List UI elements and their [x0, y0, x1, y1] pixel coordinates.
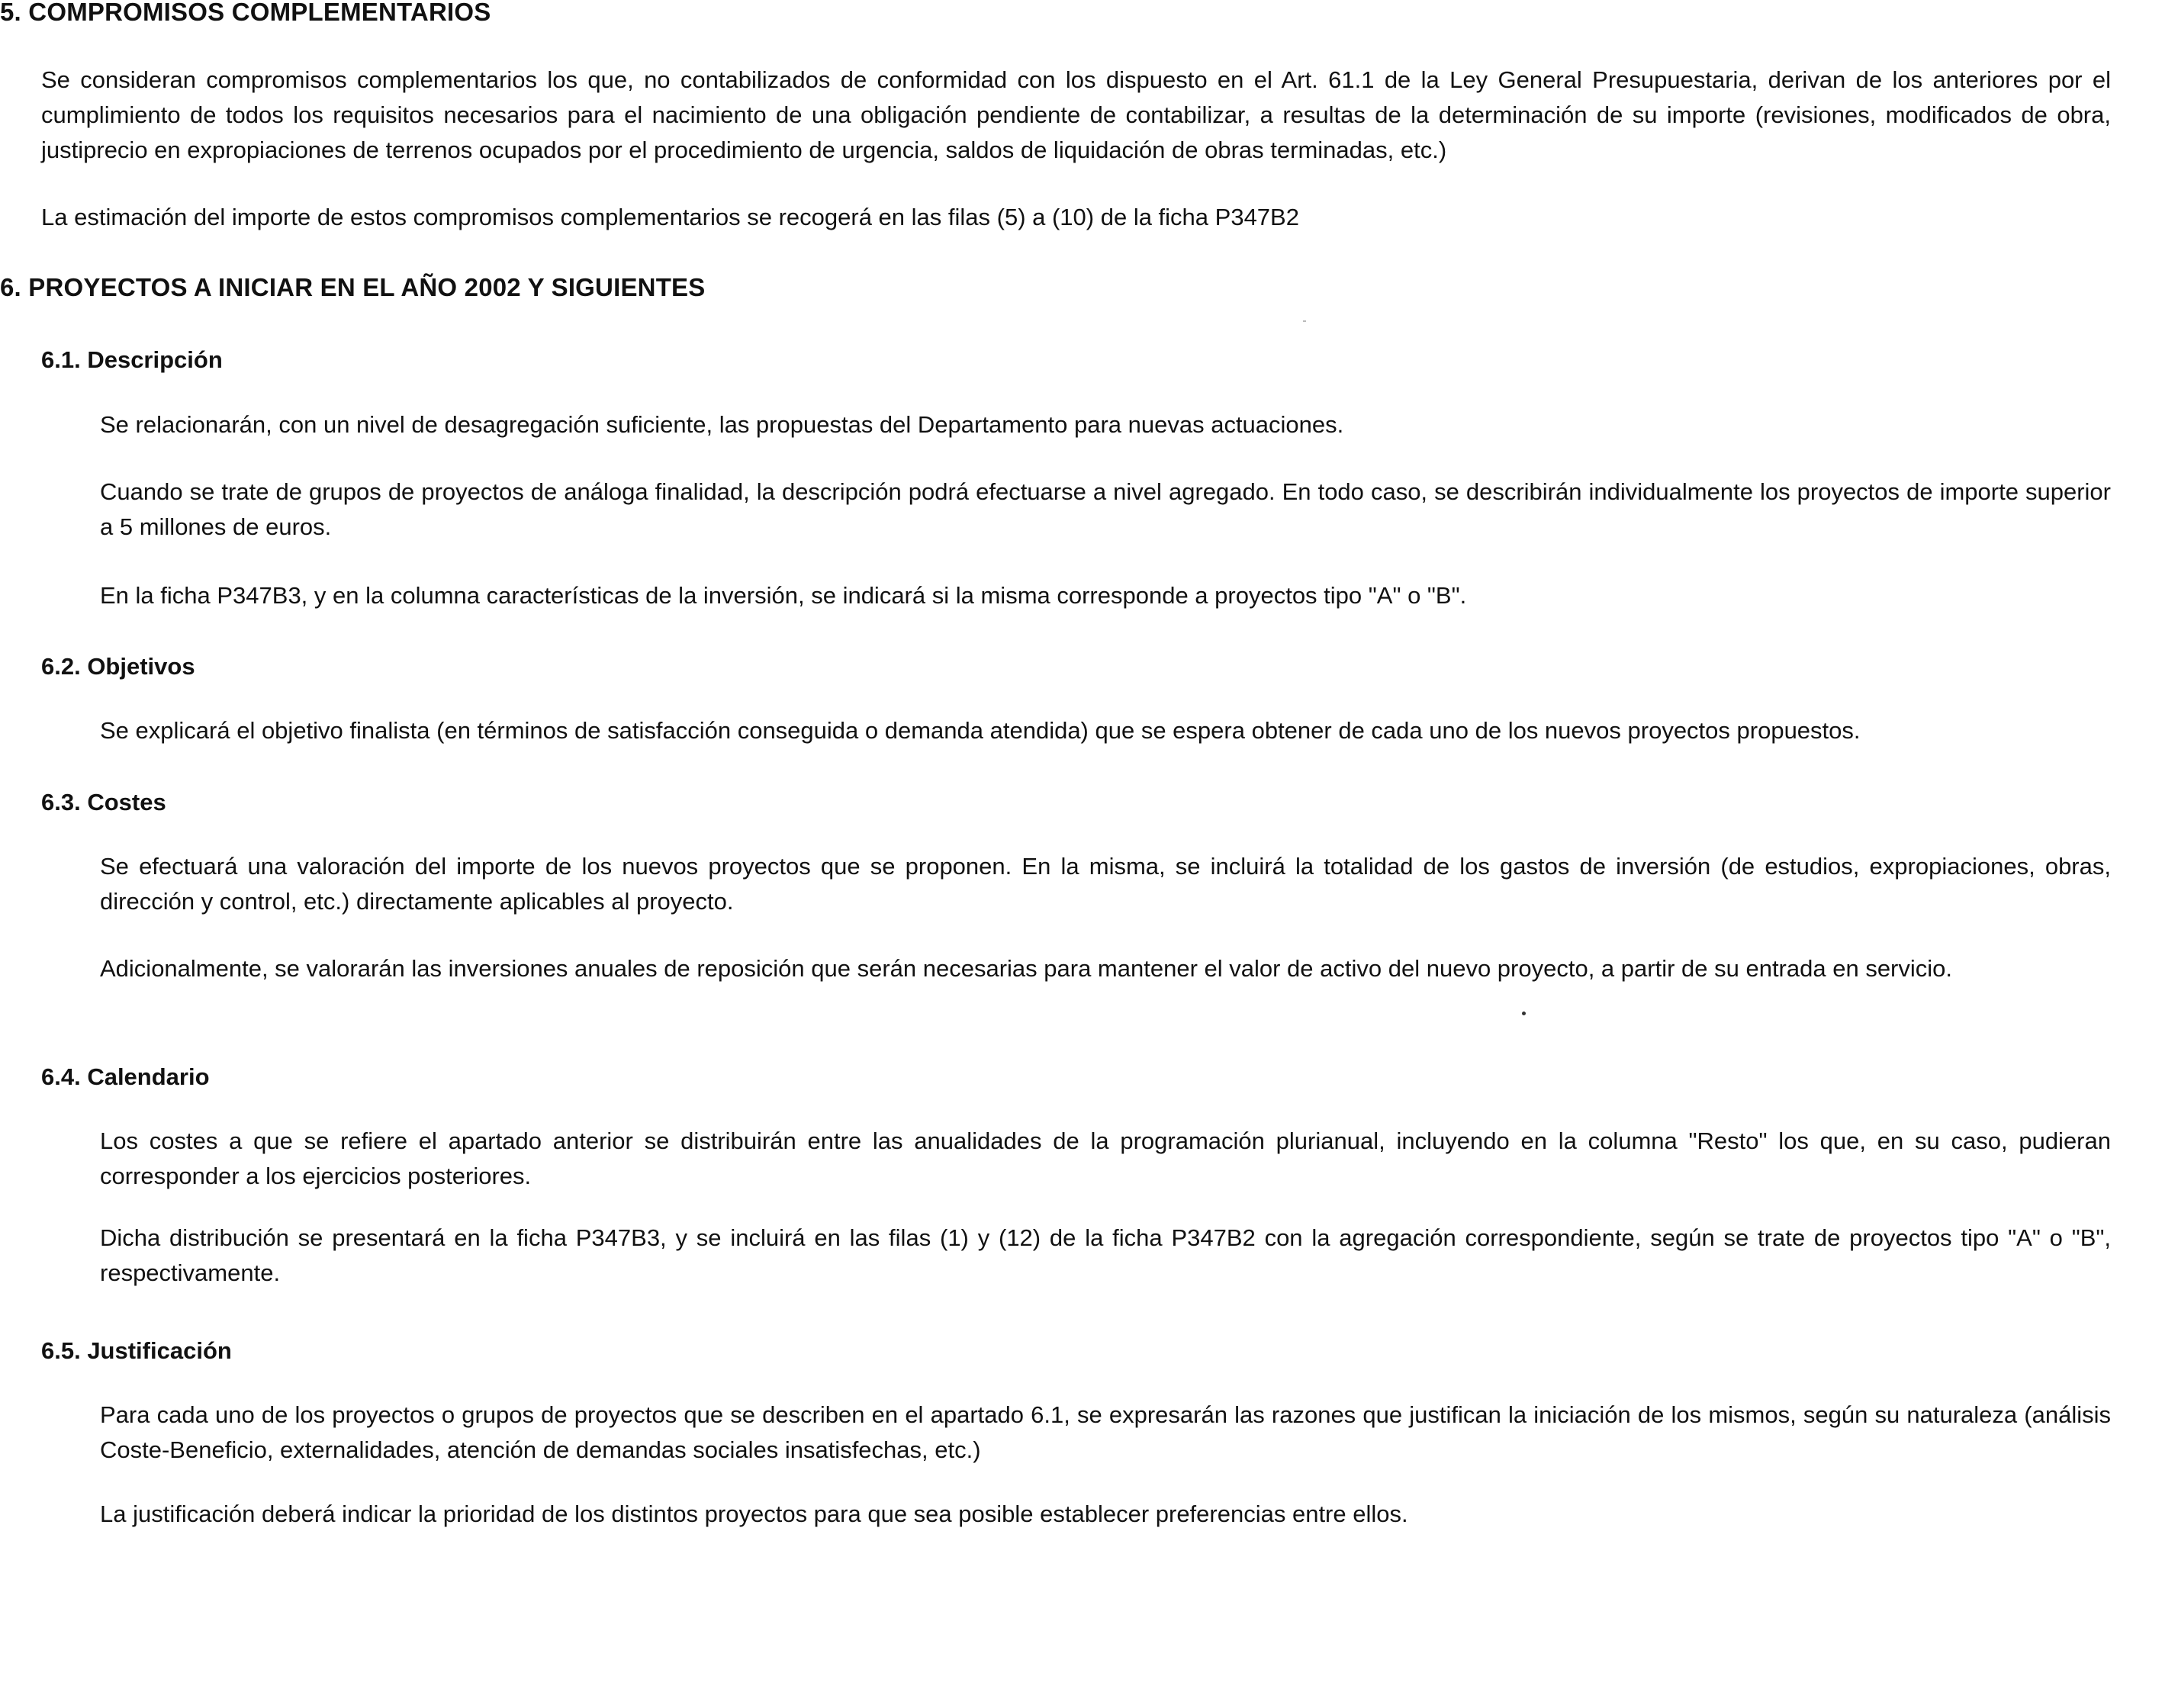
section-6-1-paragraph-3: En la ficha P347B3, y en la columna características de la inversión, se indicará si la misma corresponde a proyectos tipo "A" o "B".	[100, 582, 1467, 609]
section-6-1-paragraph-2: Cuando se trate de grupos de proyectos de análoga finalidad, la descripción podrá efectuarse a nivel agregado. En todo caso, se describirán individualmente los proyectos de importe superior a 5 millones de euros.	[100, 478, 2111, 540]
section-6-4-paragraph-1: Los costes a que se refiere el apartado anterior se distribuirán entre las anualidades de la programación plurianual, incluyendo en la columna "Resto" los que, en su caso, pudieran corresponder a los ejercicios posteriores.	[100, 1127, 2111, 1189]
section-6-2-heading: 6.2. Objetivos	[41, 653, 195, 680]
section-6-4-paragraph-2: Dicha distribución se presentará en la ficha P347B3, y se incluirá en las filas (1) y (12) de la ficha P347B2 con la agregación correspondiente, según se trate de proyectos tipo "A" o "B", respectivamente.	[100, 1224, 2111, 1286]
section-6-3-paragraph-1: Se efectuará una valoración del importe de los nuevos proyectos que se proponen. En la misma, se incluirá la totalidad de los gastos de inversión (de estudios, expropiaciones, obras, dirección y control, etc.) directamente aplicables al proyecto.	[100, 853, 2111, 915]
section-5-heading: 5. COMPROMISOS COMPLEMENTARIOS	[0, 0, 491, 26]
section-6-5-heading: 6.5. Justificación	[41, 1337, 232, 1364]
section-6-heading: 6. PROYECTOS A INICIAR EN EL AÑO 2002 Y SIGUIENTES	[0, 273, 706, 301]
section-5-paragraph-1: Se consideran compromisos complementarios los que, no contabilizados de conformidad con los dispuesto en el Art. 61.1 de la Ley General Presupuestaria, derivan de los anteriores por el cumplimiento de todos los requisitos necesarios para el nacimiento de una obligación pendiente de contabilizar, a resultas de la determinación de su importe (revisiones, modificados de obra, justiprecio en expropiaciones de terrenos ocupados por el procedimiento de urgencia, saldos de liquidación de obras terminadas, etc.)	[41, 66, 2111, 163]
section-6-2-paragraph-1: Se explicará el objetivo finalista (en términos de satisfacción conseguida o demanda atendida) que se espera obtener de cada uno de los nuevos proyectos propuestos.	[100, 717, 1861, 744]
section-6-5-paragraph-1: Para cada uno de los proyectos o grupos de proyectos que se describen en el apartado 6.1, se expresarán las razones que justifican la iniciación de los mismos, según su naturaleza (análisis Coste-Beneficio, externalidades, atención de demandas sociales insatisfechas, etc.)	[100, 1401, 2111, 1463]
section-6-1-heading: 6.1. Descripción	[41, 346, 223, 373]
section-5-paragraph-2: La estimación del importe de estos compromisos complementarios se recogerá en las filas (5) a (10) de la ficha P347B2	[41, 204, 1299, 230]
section-6-3-paragraph-2: Adicionalmente, se valorarán las inversiones anuales de reposición que serán necesarias para mantener el valor de activo del nuevo proyecto, a partir de su entrada en servicio.	[100, 955, 1953, 982]
section-6-4-heading: 6.4. Calendario	[41, 1063, 210, 1090]
section-6-1-paragraph-1: Se relacionarán, con un nivel de desagregación suficiente, las propuestas del Departamento para nuevas actuaciones.	[100, 411, 1344, 438]
scan-dot	[1522, 1012, 1526, 1015]
section-6-5-paragraph-2: La justificación deberá indicar la prioridad de los distintos proyectos para que sea posible establecer preferencias entre ellos.	[100, 1501, 1408, 1527]
section-6-3-heading: 6.3. Costes	[41, 789, 166, 815]
scan-speck	[1303, 320, 1306, 322]
